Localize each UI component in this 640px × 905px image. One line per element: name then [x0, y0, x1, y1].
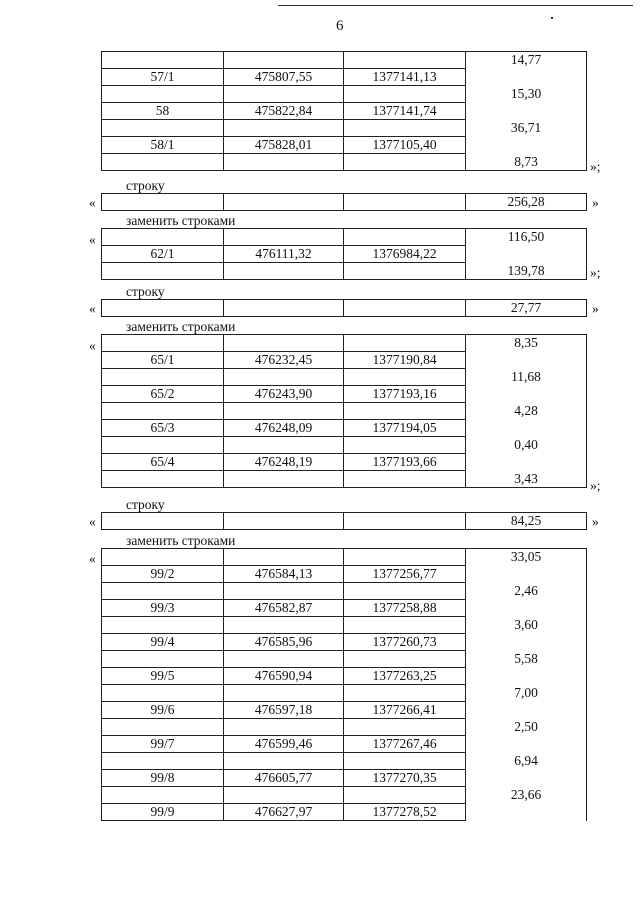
open-quote: «	[89, 232, 96, 247]
x-coordinate-cell	[224, 549, 344, 566]
point-number-cell	[102, 513, 224, 530]
y-coordinate-cell: 1377141,74	[344, 103, 466, 120]
point-number-cell	[102, 263, 224, 280]
table-row	[102, 263, 587, 280]
y-coordinate-cell: 1377194,05	[344, 420, 466, 437]
replace-with-lines-label: заменить строками	[126, 533, 236, 548]
y-coordinate-cell	[344, 583, 466, 600]
table-row	[102, 702, 587, 719]
table-row	[102, 787, 587, 804]
x-coordinate-cell	[224, 194, 344, 211]
replace-line-label: строку	[126, 178, 165, 193]
open-quote: «	[89, 195, 96, 210]
x-coordinate-cell	[224, 513, 344, 530]
table-row	[102, 437, 587, 454]
length-cell: 5,58	[466, 651, 587, 668]
replace-with-lines-label: заменить строками	[126, 319, 236, 334]
x-coordinate-cell	[224, 229, 344, 246]
point-number-cell	[102, 549, 224, 566]
table-row	[102, 753, 587, 770]
table-row	[102, 154, 587, 171]
coordinates-table-continued	[101, 51, 587, 171]
length-cell: 256,28	[466, 194, 587, 211]
table-row	[102, 685, 587, 702]
length-cell: 27,77	[466, 300, 587, 317]
table-row	[102, 804, 587, 821]
point-number-cell	[102, 86, 224, 103]
y-coordinate-cell	[344, 86, 466, 103]
point-number-cell	[102, 335, 224, 352]
page-number: 6	[336, 18, 344, 34]
y-coordinate-cell: 1377278,52	[344, 804, 466, 821]
table-row	[102, 69, 587, 86]
point-number-cell: 65/3	[102, 420, 224, 437]
x-coordinate-cell: 476605,77	[224, 770, 344, 787]
x-coordinate-cell: 476597,18	[224, 702, 344, 719]
open-quote: «	[89, 338, 96, 353]
length-cell	[466, 770, 587, 787]
open-quote: «	[89, 551, 96, 566]
x-coordinate-cell	[224, 120, 344, 137]
y-coordinate-cell	[344, 513, 466, 530]
x-coordinate-cell: 476248,19	[224, 454, 344, 471]
y-coordinate-cell	[344, 753, 466, 770]
length-cell	[466, 736, 587, 753]
x-coordinate-cell: 476584,13	[224, 566, 344, 583]
x-coordinate-cell: 476248,09	[224, 420, 344, 437]
y-coordinate-cell: 1377105,40	[344, 137, 466, 154]
table-row	[102, 229, 587, 246]
length-cell	[466, 386, 587, 403]
table-row	[102, 120, 587, 137]
replaced-row-table	[101, 299, 587, 317]
table-row	[102, 386, 587, 403]
point-number-cell	[102, 471, 224, 488]
y-coordinate-cell: 1376984,22	[344, 246, 466, 263]
y-coordinate-cell: 1377193,16	[344, 386, 466, 403]
y-coordinate-cell	[344, 471, 466, 488]
y-coordinate-cell	[344, 335, 466, 352]
y-coordinate-cell: 1377266,41	[344, 702, 466, 719]
point-number-cell	[102, 120, 224, 137]
length-cell: 7,00	[466, 685, 587, 702]
x-coordinate-cell	[224, 437, 344, 454]
y-coordinate-cell	[344, 719, 466, 736]
length-cell	[466, 566, 587, 583]
length-cell: 116,50	[466, 229, 587, 246]
length-cell	[466, 69, 587, 86]
length-cell: 36,71	[466, 120, 587, 137]
x-coordinate-cell: 476243,90	[224, 386, 344, 403]
replace-with-lines-label: заменить строками	[126, 213, 236, 228]
length-cell	[466, 668, 587, 685]
length-cell	[466, 103, 587, 120]
y-coordinate-cell: 1377256,77	[344, 566, 466, 583]
close-quote: »	[592, 301, 599, 316]
table-row	[102, 651, 587, 668]
point-number-cell	[102, 787, 224, 804]
x-coordinate-cell	[224, 719, 344, 736]
length-cell	[466, 420, 587, 437]
y-coordinate-cell: 1377270,35	[344, 770, 466, 787]
point-number-cell	[102, 403, 224, 420]
table-row	[102, 103, 587, 120]
length-cell	[466, 246, 587, 263]
x-coordinate-cell: 476585,96	[224, 634, 344, 651]
replaced-row-table	[101, 512, 587, 530]
length-cell	[466, 352, 587, 369]
table-row	[102, 86, 587, 103]
table-row	[102, 454, 587, 471]
x-coordinate-cell: 476232,45	[224, 352, 344, 369]
length-cell: 6,94	[466, 753, 587, 770]
speck	[551, 17, 553, 19]
y-coordinate-cell	[344, 194, 466, 211]
y-coordinate-cell	[344, 120, 466, 137]
x-coordinate-cell	[224, 617, 344, 634]
replaced-row-table	[101, 193, 587, 211]
length-cell: 4,28	[466, 403, 587, 420]
table-row	[102, 736, 587, 753]
table-row	[102, 369, 587, 386]
x-coordinate-cell: 476590,94	[224, 668, 344, 685]
open-quote: «	[89, 301, 96, 316]
x-coordinate-cell	[224, 263, 344, 280]
y-coordinate-cell: 1377190,84	[344, 352, 466, 369]
x-coordinate-cell	[224, 300, 344, 317]
length-cell	[466, 634, 587, 651]
y-coordinate-cell	[344, 787, 466, 804]
y-coordinate-cell: 1377267,46	[344, 736, 466, 753]
x-coordinate-cell: 476582,87	[224, 600, 344, 617]
table-row	[102, 137, 587, 154]
x-coordinate-cell	[224, 471, 344, 488]
length-cell	[466, 137, 587, 154]
top-rule	[278, 5, 633, 6]
point-number-cell: 65/4	[102, 454, 224, 471]
x-coordinate-cell: 475828,01	[224, 137, 344, 154]
y-coordinate-cell	[344, 685, 466, 702]
y-coordinate-cell	[344, 651, 466, 668]
point-number-cell	[102, 617, 224, 634]
x-coordinate-cell	[224, 335, 344, 352]
table-row	[102, 583, 587, 600]
point-number-cell	[102, 685, 224, 702]
y-coordinate-cell: 1377193,66	[344, 454, 466, 471]
point-number-cell	[102, 437, 224, 454]
y-coordinate-cell	[344, 437, 466, 454]
close-quote: »	[592, 514, 599, 529]
point-number-cell: 65/2	[102, 386, 224, 403]
x-coordinate-cell	[224, 154, 344, 171]
table-row	[102, 300, 587, 317]
table-row	[102, 566, 587, 583]
point-number-cell	[102, 753, 224, 770]
point-number-cell: 99/8	[102, 770, 224, 787]
point-number-cell: 99/5	[102, 668, 224, 685]
table-row	[102, 194, 587, 211]
x-coordinate-cell: 475807,55	[224, 69, 344, 86]
y-coordinate-cell	[344, 300, 466, 317]
x-coordinate-cell	[224, 583, 344, 600]
y-coordinate-cell	[344, 229, 466, 246]
replacement-rows-table	[101, 334, 587, 488]
y-coordinate-cell	[344, 403, 466, 420]
x-coordinate-cell	[224, 403, 344, 420]
point-number-cell: 58/1	[102, 137, 224, 154]
point-number-cell: 62/1	[102, 246, 224, 263]
close-quote-semicolon: »;	[590, 478, 601, 493]
point-number-cell	[102, 369, 224, 386]
point-number-cell: 99/6	[102, 702, 224, 719]
table-row	[102, 420, 587, 437]
point-number-cell: 65/1	[102, 352, 224, 369]
table-row	[102, 617, 587, 634]
y-coordinate-cell	[344, 617, 466, 634]
point-number-cell	[102, 229, 224, 246]
y-coordinate-cell: 1377141,13	[344, 69, 466, 86]
y-coordinate-cell	[344, 549, 466, 566]
y-coordinate-cell: 1377263,25	[344, 668, 466, 685]
x-coordinate-cell	[224, 753, 344, 770]
table-row	[102, 634, 587, 651]
close-quote-semicolon: »;	[590, 159, 601, 174]
close-quote: »	[592, 195, 599, 210]
table-row	[102, 668, 587, 685]
point-number-cell: 99/4	[102, 634, 224, 651]
y-coordinate-cell	[344, 154, 466, 171]
x-coordinate-cell	[224, 651, 344, 668]
x-coordinate-cell	[224, 86, 344, 103]
table-row	[102, 335, 587, 352]
table-row	[102, 471, 587, 488]
close-quote-semicolon: »;	[590, 265, 601, 280]
point-number-cell	[102, 300, 224, 317]
x-coordinate-cell: 475822,84	[224, 103, 344, 120]
y-coordinate-cell	[344, 52, 466, 69]
length-cell: 3,60	[466, 617, 587, 634]
point-number-cell: 99/9	[102, 804, 224, 821]
table-row	[102, 549, 587, 566]
table-row	[102, 770, 587, 787]
point-number-cell: 99/7	[102, 736, 224, 753]
replacement-rows-table	[101, 228, 587, 280]
point-number-cell	[102, 194, 224, 211]
table-row	[102, 719, 587, 736]
y-coordinate-cell: 1377258,88	[344, 600, 466, 617]
length-cell: 15,30	[466, 86, 587, 103]
point-number-cell	[102, 651, 224, 668]
length-cell	[466, 454, 587, 471]
point-number-cell	[102, 719, 224, 736]
table-row	[102, 246, 587, 263]
replace-line-label: строку	[126, 497, 165, 512]
table-row	[102, 600, 587, 617]
x-coordinate-cell: 476111,32	[224, 246, 344, 263]
table-row	[102, 513, 587, 530]
replace-line-label: строку	[126, 284, 165, 299]
length-cell: 8,35	[466, 335, 587, 352]
y-coordinate-cell: 1377260,73	[344, 634, 466, 651]
length-cell: 2,46	[466, 583, 587, 600]
x-coordinate-cell	[224, 369, 344, 386]
open-quote: «	[89, 514, 96, 529]
length-cell: 84,25	[466, 513, 587, 530]
x-coordinate-cell: 476599,46	[224, 736, 344, 753]
length-cell	[466, 600, 587, 617]
length-cell: 139,78	[466, 263, 587, 280]
point-number-cell: 99/2	[102, 566, 224, 583]
x-coordinate-cell	[224, 52, 344, 69]
x-coordinate-cell: 476627,97	[224, 804, 344, 821]
length-cell: 3,43	[466, 471, 587, 488]
length-cell	[466, 804, 587, 821]
point-number-cell	[102, 154, 224, 171]
length-cell: 0,40	[466, 437, 587, 454]
y-coordinate-cell	[344, 263, 466, 280]
point-number-cell: 58	[102, 103, 224, 120]
y-coordinate-cell	[344, 369, 466, 386]
length-cell: 2,50	[466, 719, 587, 736]
length-cell: 23,66	[466, 787, 587, 804]
point-number-cell	[102, 583, 224, 600]
x-coordinate-cell	[224, 685, 344, 702]
length-cell: 8,73	[466, 154, 587, 171]
length-cell: 11,68	[466, 369, 587, 386]
length-cell	[466, 702, 587, 719]
point-number-cell: 57/1	[102, 69, 224, 86]
replacement-rows-table	[101, 548, 587, 821]
table-row	[102, 352, 587, 369]
table-row	[102, 52, 587, 69]
length-cell: 33,05	[466, 549, 587, 566]
length-cell: 14,77	[466, 52, 587, 69]
point-number-cell	[102, 52, 224, 69]
table-row	[102, 403, 587, 420]
x-coordinate-cell	[224, 787, 344, 804]
point-number-cell: 99/3	[102, 600, 224, 617]
